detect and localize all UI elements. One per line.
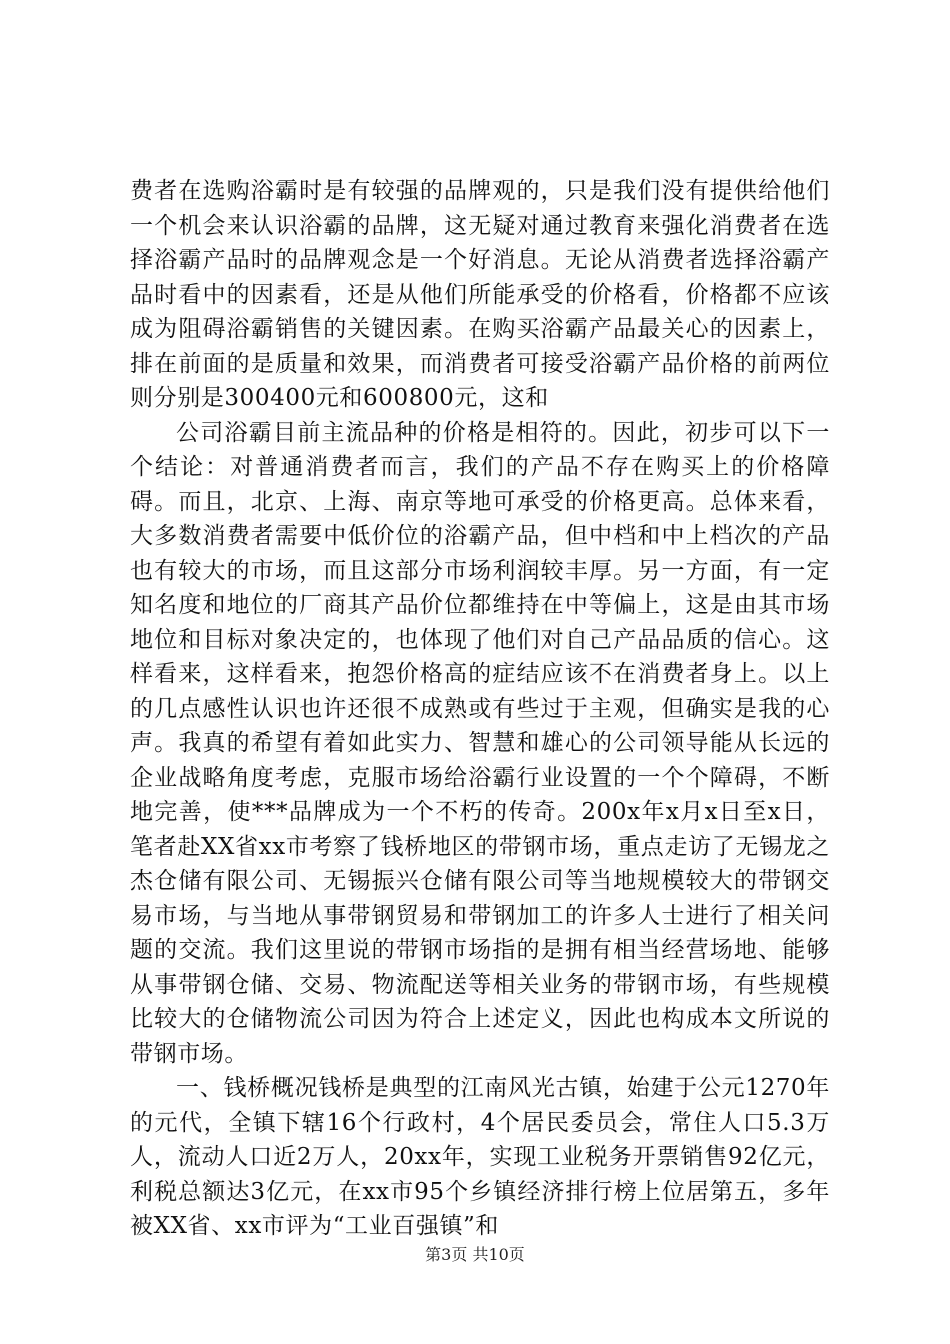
paragraph-1: 费者在选购浴霸时是有较强的品牌观的，只是我们没有提供给他们一个机会来认识浴霸的品牌，这无疑对通过教育来强化消费者在选择浴霸产品时的品牌观念是一个好消息。无论从消费者选择浴霸产品时看中的因素看，还是从他们所能承受的价格看，价格都不应该成为阻碍浴霸销售的关键因素。在购买浴霸产品最关心的因素上，排在前面的是质量和效果，而消费者可接受浴霸产品价格的前两位则分别是300400元和600800元，这和: [130, 178, 830, 411]
paragraph-3: 一、钱桥概况钱桥是典型的江南风光古镇，始建于公元1270年的元代，全镇下辖16个行政村，4个居民委员会，常住人口5.3万人，流动人口近2万人，20xx年，实现工业税务开票销售92亿元，利税总额达3亿元，在xx市95个乡镇经济排行榜上位居第五，多年被XX省、xx市评为“工业百强镇”和: [130, 1075, 830, 1239]
paragraph-2: 公司浴霸目前主流品种的价格是相符的。因此，初步可以下一个结论：对普通消费者而言，我们的产品不存在购买上的价格障碍。而且，北京、上海、南京等地可承受的价格更高。总体来看，大多数消费者需要中低价位的浴霸产品，但中档和中上档次的产品也有较大的市场，而且这部分市场利润较丰厚。另一方面，有一定知名度和地位的厂商其产品价位都维持在中等偏上，这是由其市场地位和目标对象决定的，也体现了他们对自己产品品质的信心。这样看来，这样看来，抱怨价格高的症结应该不在消费者身上。以上的几点感性认识也许还很不成熟或有些过于主观，但确实是我的心声。我真的希望有着如此实力、智慧和雄心的公司领导能从长远的企业战略角度考虑，克服市场给浴霸行业设置的一个个障碍，不断地完善，使***品牌成为一个不朽的传奇。200x年x月x日至x日，笔者赴XX省xx市考察了钱桥地区的带钢市场，重点走访了无锡龙之杰仓储有限公司、无锡振兴仓储有限公司等当地规模较大的带钢交易市场，与当地从事带钢贸易和带钢加工的许多人士进行了相关问题的交流。我们这里说的带钢市场指的是拥有相当经营场地、能够从事带钢仓储、交易、物流配送等相关业务的带钢市场，有些规模比较大的仓储物流公司因为符合上述定义，因此也构成本文所说的带钢市场。: [130, 419, 830, 1067]
document-body: [130, 174, 830, 1244]
page-footer: 第3页 共10页: [425, 1245, 525, 1264]
